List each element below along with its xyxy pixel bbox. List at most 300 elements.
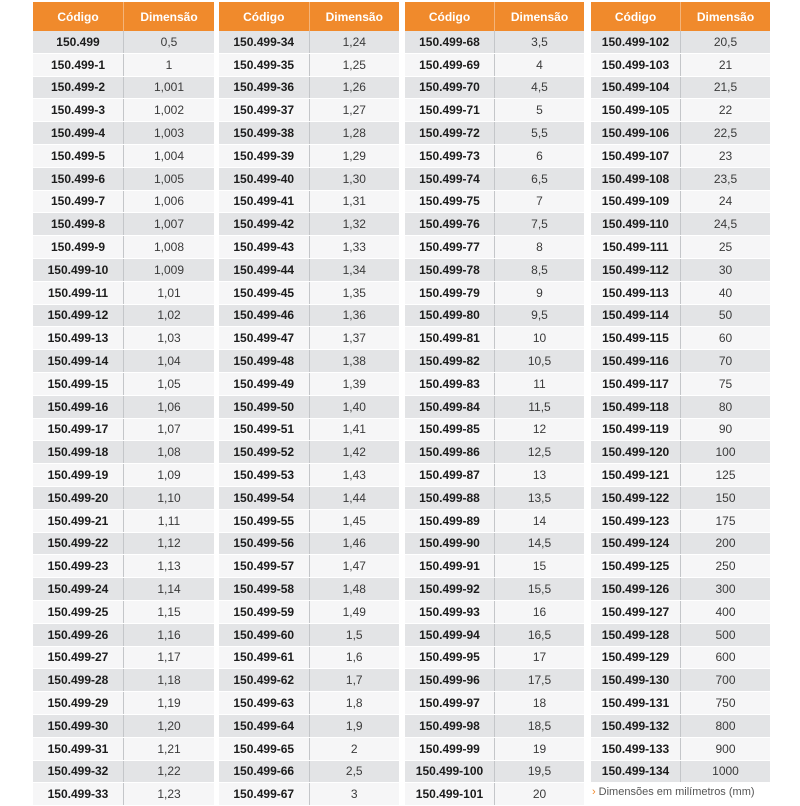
- code-cell: 150.499-62: [219, 669, 309, 692]
- code-cell: 150.499-49: [219, 372, 309, 395]
- table-row: [405, 258, 584, 281]
- dimension-cell: 1,41: [309, 418, 399, 441]
- table-row: [591, 578, 770, 601]
- code-cell: 150.499-61: [219, 646, 309, 669]
- dimension-cell: 1,36: [309, 304, 399, 327]
- code-cell: 150.499-81: [405, 327, 495, 350]
- dimension-cell: 175: [681, 509, 771, 532]
- table-row: [33, 418, 214, 441]
- table-row: [591, 600, 770, 623]
- code-cell: 150.499-28: [33, 669, 124, 692]
- dimension-cell: 1,11: [124, 509, 215, 532]
- table-row: [591, 623, 770, 646]
- dimension-cell: 200: [681, 532, 771, 555]
- dimension-cell: 1,23: [124, 783, 215, 806]
- table-row: [219, 646, 399, 669]
- code-cell: 150.499-76: [405, 213, 495, 236]
- code-cell: 150.499-10: [33, 258, 124, 281]
- code-cell: 150.499-34: [219, 31, 309, 53]
- code-cell: 150.499-67: [219, 783, 309, 806]
- code-cell: 150.499-14: [33, 350, 124, 373]
- dimension-cell: 1,46: [309, 532, 399, 555]
- code-cell: 150.499-19: [33, 464, 124, 487]
- dimension-cell: 1,44: [309, 486, 399, 509]
- dimension-cell: 20,5: [681, 31, 771, 53]
- dimension-cell: 1,09: [124, 464, 215, 487]
- table-column-1: [33, 2, 214, 806]
- dimension-cell: 1,34: [309, 258, 399, 281]
- dimension-cell: 1,38: [309, 350, 399, 373]
- code-cell: 150.499-46: [219, 304, 309, 327]
- code-cell: 150.499-43: [219, 236, 309, 259]
- table-row: [405, 418, 584, 441]
- bullet-icon: ›: [592, 786, 596, 798]
- dimension-cell: 2,5: [309, 760, 399, 783]
- dimension-cell: 17: [495, 646, 585, 669]
- code-cell: 150.499-82: [405, 350, 495, 373]
- table-row: [219, 669, 399, 692]
- table-row: [219, 53, 399, 76]
- code-cell: 150.499-120: [591, 441, 681, 464]
- code-cell: 150.499-87: [405, 464, 495, 487]
- table-row: [591, 760, 770, 783]
- code-cell: 150.499-4: [33, 122, 124, 145]
- dimension-cell: 16: [495, 600, 585, 623]
- code-cell: 150.499-41: [219, 190, 309, 213]
- table-row: [219, 555, 399, 578]
- code-cell: 150.499-40: [219, 167, 309, 190]
- table-row: [591, 555, 770, 578]
- table-row: [591, 486, 770, 509]
- code-cell: 150.499-84: [405, 395, 495, 418]
- dimension-cell: 1,25: [309, 53, 399, 76]
- dimension-cell: 5,5: [495, 122, 585, 145]
- table-row: [219, 737, 399, 760]
- table-row: [591, 737, 770, 760]
- dimension-cell: 7,5: [495, 213, 585, 236]
- code-cell: 150.499-42: [219, 213, 309, 236]
- dimension-cell: 90: [681, 418, 771, 441]
- dimension-cell: 1,33: [309, 236, 399, 259]
- dimension-cell: 23: [681, 144, 771, 167]
- table-row: [33, 669, 214, 692]
- footnote: [592, 786, 755, 798]
- dimension-cell: 23,5: [681, 167, 771, 190]
- table-row: [405, 281, 584, 304]
- table-row: [405, 623, 584, 646]
- table-row: [591, 692, 770, 715]
- dimension-cell: 12,5: [495, 441, 585, 464]
- dimension-cell: 18: [495, 692, 585, 715]
- code-cell: 150.499-111: [591, 236, 681, 259]
- table-row: [405, 464, 584, 487]
- dimension-table: [219, 2, 399, 806]
- code-cell: 150.499-101: [405, 783, 495, 806]
- code-cell: 150.499-70: [405, 76, 495, 99]
- table-row: [591, 213, 770, 236]
- code-cell: 150.499-99: [405, 737, 495, 760]
- code-cell: 150.499-121: [591, 464, 681, 487]
- dimension-cell: 40: [681, 281, 771, 304]
- code-cell: 150.499-106: [591, 122, 681, 145]
- code-cell: 150.499-15: [33, 372, 124, 395]
- table-row: [405, 532, 584, 555]
- dimension-cell: 700: [681, 669, 771, 692]
- dimension-cell: 24: [681, 190, 771, 213]
- table-row: [33, 122, 214, 145]
- code-column-header: Código: [33, 2, 124, 31]
- code-cell: 150.499-125: [591, 555, 681, 578]
- dimension-cell: 750: [681, 692, 771, 715]
- code-cell: 150.499-17: [33, 418, 124, 441]
- table-row: [33, 509, 214, 532]
- table-row: [591, 350, 770, 373]
- dimension-cell: 1,39: [309, 372, 399, 395]
- table-row: [405, 236, 584, 259]
- table-row: [219, 99, 399, 122]
- code-cell: 150.499-71: [405, 99, 495, 122]
- table-row: [33, 144, 214, 167]
- code-cell: 150.499-56: [219, 532, 309, 555]
- table-row: [33, 213, 214, 236]
- code-cell: 150.499-20: [33, 486, 124, 509]
- table-row: [33, 31, 214, 53]
- dimension-cell: 1,009: [124, 258, 215, 281]
- dimension-table: [591, 2, 770, 783]
- table-row: [405, 486, 584, 509]
- dimension-cell: 22,5: [681, 122, 771, 145]
- code-cell: 150.499-26: [33, 623, 124, 646]
- table-row: [219, 304, 399, 327]
- table-row: [591, 646, 770, 669]
- dimension-column-header: Dimensão: [495, 2, 585, 31]
- code-cell: 150.499-39: [219, 144, 309, 167]
- dimension-cell: 9,5: [495, 304, 585, 327]
- dimension-cell: 24,5: [681, 213, 771, 236]
- dimension-cell: 10: [495, 327, 585, 350]
- table-row: [591, 258, 770, 281]
- dimension-cell: 12: [495, 418, 585, 441]
- table-row: [591, 53, 770, 76]
- code-cell: 150.499-32: [33, 760, 124, 783]
- table-row: [405, 669, 584, 692]
- table-row: [33, 692, 214, 715]
- code-cell: 150.499-7: [33, 190, 124, 213]
- code-cell: 150.499-119: [591, 418, 681, 441]
- code-cell: 150.499-97: [405, 692, 495, 715]
- table-row: [591, 441, 770, 464]
- dimension-cell: 6: [495, 144, 585, 167]
- code-cell: 150.499-25: [33, 600, 124, 623]
- dimension-cell: 1,22: [124, 760, 215, 783]
- table-row: [219, 623, 399, 646]
- table-row: [219, 692, 399, 715]
- code-cell: 150.499-74: [405, 167, 495, 190]
- table-row: [405, 509, 584, 532]
- code-cell: 150.499-27: [33, 646, 124, 669]
- code-cell: 150.499-93: [405, 600, 495, 623]
- code-cell: 150.499-124: [591, 532, 681, 555]
- dimension-cell: 400: [681, 600, 771, 623]
- code-cell: 150.499-78: [405, 258, 495, 281]
- table-row: [33, 281, 214, 304]
- code-cell: 150.499-122: [591, 486, 681, 509]
- dimension-cell: 4,5: [495, 76, 585, 99]
- table-row: [219, 144, 399, 167]
- code-cell: 150.499-24: [33, 578, 124, 601]
- table-row: [591, 76, 770, 99]
- table-row: [33, 441, 214, 464]
- table-row: [33, 258, 214, 281]
- code-cell: 150.499-72: [405, 122, 495, 145]
- table-row: [405, 372, 584, 395]
- code-cell: 150.499-86: [405, 441, 495, 464]
- table-row: [33, 600, 214, 623]
- dimension-cell: 15: [495, 555, 585, 578]
- code-cell: 150.499-37: [219, 99, 309, 122]
- code-cell: 150.499-66: [219, 760, 309, 783]
- dimension-cell: 1,03: [124, 327, 215, 350]
- table-row: [405, 395, 584, 418]
- code-cell: 150.499-115: [591, 327, 681, 350]
- code-cell: 150.499-88: [405, 486, 495, 509]
- table-row: [33, 372, 214, 395]
- code-cell: 150.499-38: [219, 122, 309, 145]
- table-row: [219, 76, 399, 99]
- code-cell: 150.499-12: [33, 304, 124, 327]
- table-row: [219, 395, 399, 418]
- dimension-cell: 1000: [681, 760, 771, 783]
- dimension-cell: 800: [681, 714, 771, 737]
- dimension-cell: 16,5: [495, 623, 585, 646]
- table-row: [33, 395, 214, 418]
- dimension-cell: 1,40: [309, 395, 399, 418]
- table-row: [405, 144, 584, 167]
- table-row: [219, 578, 399, 601]
- dimension-cell: 600: [681, 646, 771, 669]
- code-cell: 150.499-132: [591, 714, 681, 737]
- table-row: [405, 327, 584, 350]
- dimension-cell: 1,49: [309, 600, 399, 623]
- table-row: [219, 418, 399, 441]
- table-row: [591, 669, 770, 692]
- dimension-cell: 1,27: [309, 99, 399, 122]
- table-row: [219, 350, 399, 373]
- dimension-cell: 10,5: [495, 350, 585, 373]
- dimension-column-header: Dimensão: [309, 2, 399, 31]
- code-cell: 150.499-52: [219, 441, 309, 464]
- dimension-cell: 22: [681, 99, 771, 122]
- code-cell: 150.499-109: [591, 190, 681, 213]
- code-cell: 150.499-54: [219, 486, 309, 509]
- table-row: [33, 737, 214, 760]
- code-cell: 150.499-58: [219, 578, 309, 601]
- code-cell: 150.499-126: [591, 578, 681, 601]
- code-cell: 150.499-47: [219, 327, 309, 350]
- dimension-cell: 1,35: [309, 281, 399, 304]
- dimension-cell: 1,06: [124, 395, 215, 418]
- table-column-3: [405, 2, 584, 806]
- code-cell: 150.499-44: [219, 258, 309, 281]
- code-cell: 150.499-5: [33, 144, 124, 167]
- table-row: [405, 441, 584, 464]
- table-row: [33, 53, 214, 76]
- code-cell: 150.499-102: [591, 31, 681, 53]
- dimension-cell: 150: [681, 486, 771, 509]
- dimension-cell: 20: [495, 783, 585, 806]
- code-cell: 150.499-51: [219, 418, 309, 441]
- table-column-2: [219, 2, 399, 806]
- dimension-cell: 500: [681, 623, 771, 646]
- table-row: [33, 623, 214, 646]
- table-row: [405, 304, 584, 327]
- code-cell: 150.499-98: [405, 714, 495, 737]
- dimension-cell: 30: [681, 258, 771, 281]
- dimension-cell: 4: [495, 53, 585, 76]
- table-row: [591, 281, 770, 304]
- dimension-cell: 1,47: [309, 555, 399, 578]
- table-header-row: [591, 2, 770, 31]
- table-row: [405, 213, 584, 236]
- dimension-cell: 9: [495, 281, 585, 304]
- table-row: [33, 350, 214, 373]
- code-cell: 150.499: [33, 31, 124, 53]
- code-cell: 150.499-18: [33, 441, 124, 464]
- table-row: [219, 464, 399, 487]
- table-row: [591, 395, 770, 418]
- code-cell: 150.499-31: [33, 737, 124, 760]
- table-row: [591, 714, 770, 737]
- code-column-header: Código: [219, 2, 309, 31]
- code-cell: 150.499-79: [405, 281, 495, 304]
- dimension-cell: 15,5: [495, 578, 585, 601]
- code-cell: 150.499-103: [591, 53, 681, 76]
- code-cell: 150.499-36: [219, 76, 309, 99]
- table-row: [405, 167, 584, 190]
- table-row: [405, 76, 584, 99]
- code-cell: 150.499-91: [405, 555, 495, 578]
- code-cell: 150.499-8: [33, 213, 124, 236]
- code-cell: 150.499-112: [591, 258, 681, 281]
- table-row: [33, 783, 214, 806]
- dimension-cell: 3: [309, 783, 399, 806]
- dimension-cell: 1,002: [124, 99, 215, 122]
- dimension-cell: 1,07: [124, 418, 215, 441]
- code-cell: 150.499-114: [591, 304, 681, 327]
- dimension-cell: 1,5: [309, 623, 399, 646]
- code-cell: 150.499-16: [33, 395, 124, 418]
- table-row: [33, 714, 214, 737]
- table-row: [33, 555, 214, 578]
- code-cell: 150.499-75: [405, 190, 495, 213]
- code-cell: 150.499-68: [405, 31, 495, 53]
- dimension-cell: 8: [495, 236, 585, 259]
- table-row: [219, 760, 399, 783]
- table-row: [591, 509, 770, 532]
- table-row: [219, 441, 399, 464]
- table-row: [591, 167, 770, 190]
- dimension-cell: 1,001: [124, 76, 215, 99]
- table-row: [405, 714, 584, 737]
- dimension-cell: 5: [495, 99, 585, 122]
- code-cell: 150.499-77: [405, 236, 495, 259]
- table-row: [33, 304, 214, 327]
- dimension-cell: 1: [124, 53, 215, 76]
- dimension-cell: 1,003: [124, 122, 215, 145]
- code-cell: 150.499-123: [591, 509, 681, 532]
- dimension-cell: 1,004: [124, 144, 215, 167]
- table-row: [219, 281, 399, 304]
- table-row: [405, 578, 584, 601]
- code-cell: 150.499-131: [591, 692, 681, 715]
- table-row: [591, 190, 770, 213]
- dimension-cell: 1,7: [309, 669, 399, 692]
- table-row: [33, 578, 214, 601]
- code-cell: 150.499-104: [591, 76, 681, 99]
- table-row: [219, 122, 399, 145]
- table-row: [219, 236, 399, 259]
- dimension-table: [405, 2, 584, 806]
- table-row: [405, 122, 584, 145]
- table-row: [405, 190, 584, 213]
- dimension-cell: 19,5: [495, 760, 585, 783]
- code-cell: 150.499-107: [591, 144, 681, 167]
- dimension-cell: 21,5: [681, 76, 771, 99]
- code-cell: 150.499-96: [405, 669, 495, 692]
- table-row: [219, 213, 399, 236]
- dimension-cell: 100: [681, 441, 771, 464]
- code-cell: 150.499-130: [591, 669, 681, 692]
- code-cell: 150.499-128: [591, 623, 681, 646]
- table-row: [33, 646, 214, 669]
- code-cell: 150.499-129: [591, 646, 681, 669]
- code-cell: 150.499-118: [591, 395, 681, 418]
- code-cell: 150.499-110: [591, 213, 681, 236]
- dimension-cell: 1,19: [124, 692, 215, 715]
- dimension-cell: 14: [495, 509, 585, 532]
- table-row: [405, 99, 584, 122]
- code-cell: 150.499-94: [405, 623, 495, 646]
- dimension-cell: 1,08: [124, 441, 215, 464]
- dimension-cell: 1,10: [124, 486, 215, 509]
- dimension-cell: 13: [495, 464, 585, 487]
- table-header-row: [33, 2, 214, 31]
- table-column-4: [591, 2, 770, 783]
- dimension-cell: 1,30: [309, 167, 399, 190]
- dimension-cell: 1,05: [124, 372, 215, 395]
- dimension-table: [33, 2, 214, 806]
- code-column-header: Código: [591, 2, 681, 31]
- code-cell: 150.499-134: [591, 760, 681, 783]
- dimension-cell: 70: [681, 350, 771, 373]
- code-cell: 150.499-23: [33, 555, 124, 578]
- dimension-cell: 25: [681, 236, 771, 259]
- code-cell: 150.499-9: [33, 236, 124, 259]
- dimension-cell: 11: [495, 372, 585, 395]
- dimension-cell: 8,5: [495, 258, 585, 281]
- table-row: [405, 692, 584, 715]
- table-row: [591, 532, 770, 555]
- dimension-cell: 1,21: [124, 737, 215, 760]
- dimension-column-header: Dimensão: [124, 2, 215, 31]
- dimension-cell: 1,005: [124, 167, 215, 190]
- dimension-cell: 1,18: [124, 669, 215, 692]
- table-row: [591, 99, 770, 122]
- dimension-column-header: Dimensão: [681, 2, 771, 31]
- dimension-cell: 1,15: [124, 600, 215, 623]
- dimension-cell: 2: [309, 737, 399, 760]
- dimension-cell: 1,04: [124, 350, 215, 373]
